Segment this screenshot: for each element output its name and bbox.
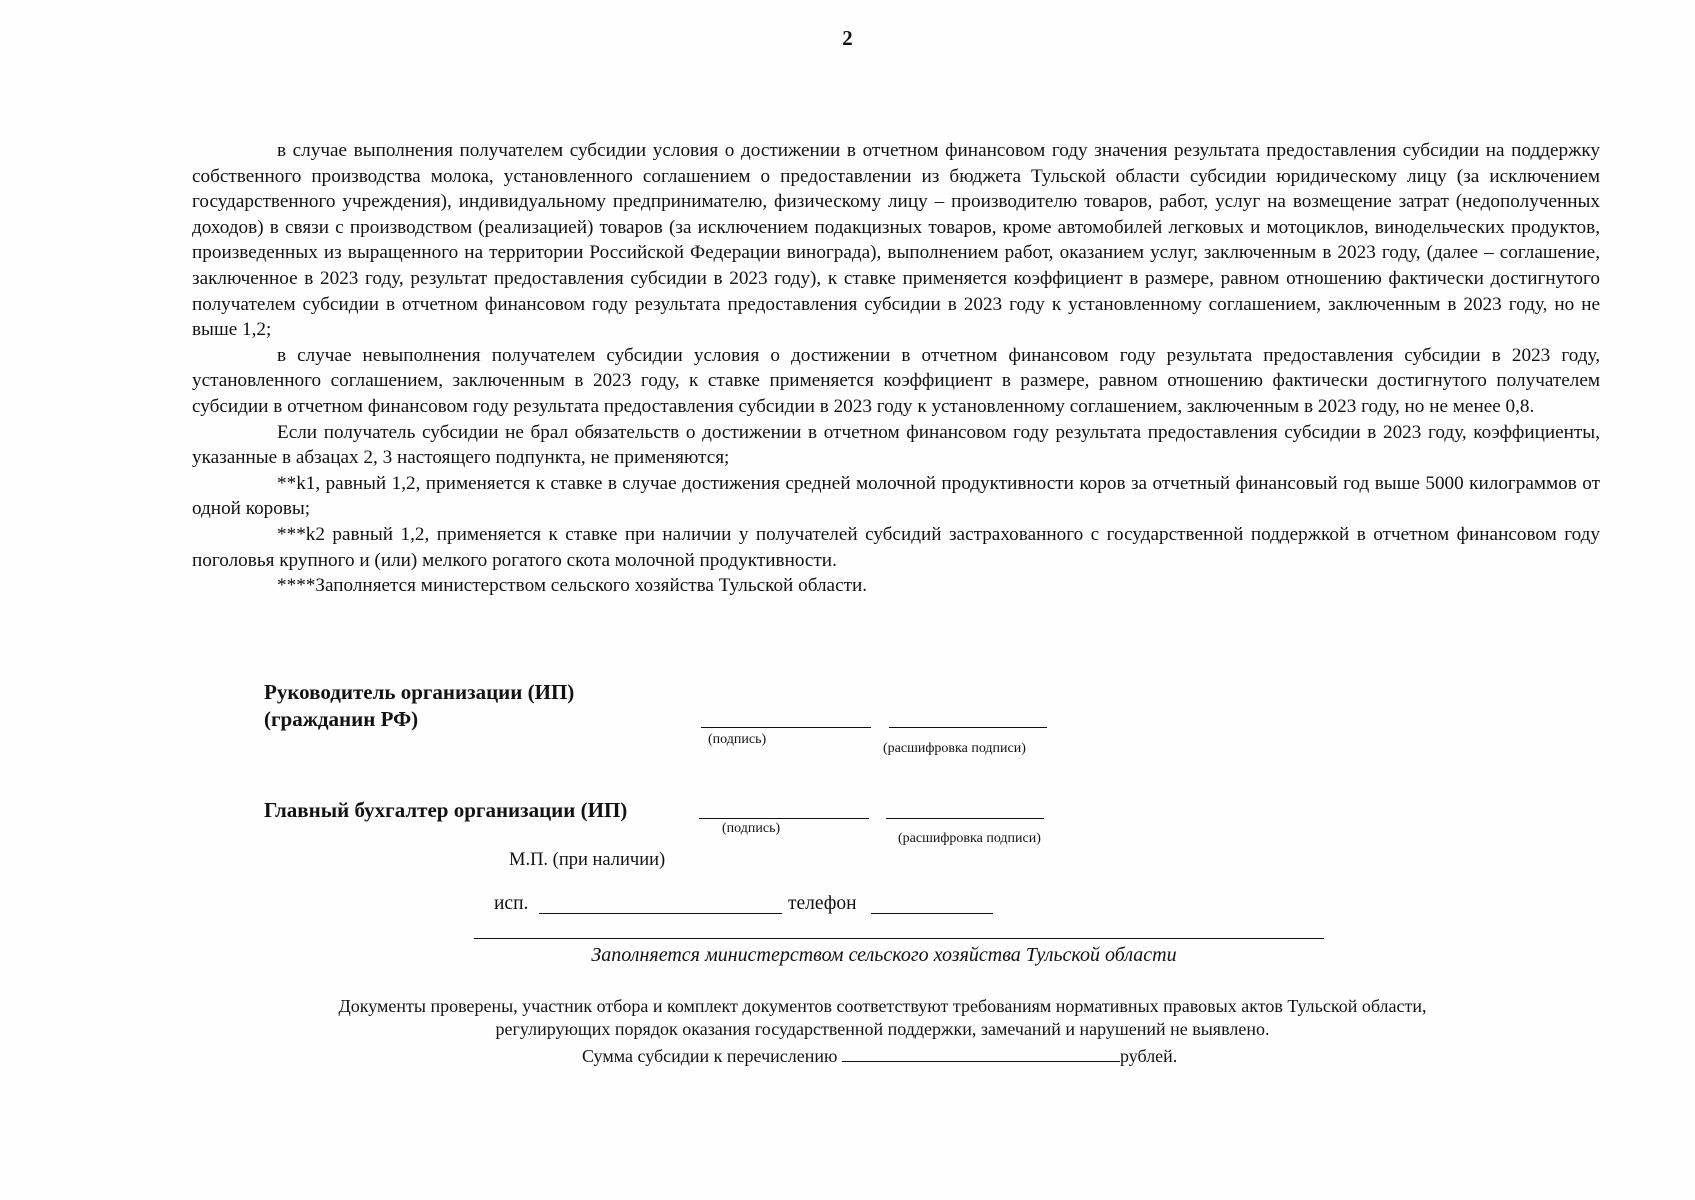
head-signature-line[interactable] [701,727,871,728]
page-number: 2 [842,26,853,50]
executor-label: исп. [494,893,529,914]
head-signature-caption: (подпись) [708,732,767,747]
head-signatory-line2: (гражданин РФ) [264,707,419,731]
ministry-section-title: Заполняется министерством сельского хозяйства Тульской области [591,944,1177,966]
footnote-ministry: ****Заполняется министерством сельского хозяйства Тульской области. [277,575,868,597]
subsidy-amount-field[interactable] [842,1043,1120,1062]
body-text [192,138,1600,599]
subsidy-amount-unit: рублей. [1119,1046,1178,1066]
phone-label: телефон [788,893,857,914]
head-decode-caption: (расшифровка подписи) [883,741,1026,756]
head-decode-line[interactable] [889,727,1047,728]
accountant-title: Главный бухгалтер организации (ИП) [264,798,628,822]
phone-field-line[interactable] [871,913,993,914]
paragraph-coefficient-fulfilled: в случае выполнения получателем субсидии условия о достижении в отчетном финансовом году значения результата предоставления субсидии на поддержку собственного производства молока, установленного соглашением о предоставлении из бюджета Тульской области субсидии юридическому лицу (за исключением государственного учреждения), индивидуальному предпринимателю, физическому лицу – производителю товаров, работ, услуг на возмещение затрат (недополученных доходов) в связи с производством (реализацией) товаров (за исключением подакцизных товаров, кроме автомобилей легковых и мотоциклов, винодельческих продуктов, произведенных из выращенного на территории Российской Федерации винограда), выполнением работ, оказанием услуг, заключенным в 2023 году, (далее – соглашение, заключенное в 2023 году, результат предоставления субсидии в 2023 году), к ставке применяется коэффициент в размере, равном отношению фактически достигнутого получателем субсидии в отчетном финансовом году результата предоставления субсидии в 2023 году к установленному соглашением, заключенным в 2023 году, но не выше 1,2; [192,140,1600,341]
accountant-signature-caption: (подпись) [722,821,781,836]
footnote-k2: ***k2 равный 1,2, применяется к ставке при наличии у получателей субсидий застрахованного с государственной поддержкой в отчетном финансовом году поголовья крупного и (или) мелкого рогатого скота молочной продуктивности. [192,523,1600,571]
executor-field-line[interactable] [539,913,782,914]
paragraph-coefficient-unfulfilled: в случае невыполнения получателем субсидии условия о достижении в отчетном финансовом году результата предоставления субсидии в 2023 году, установленного соглашением, заключенным в 2023 году, к ставке применяется коэффициент в размере, равном отношению фактически достигнутого получателем субсидии в отчетном финансовом году результата предоставления субсидии в 2023 году к установленному соглашением, заключенным в 2023 году, но не менее 0,8. [192,344,1600,417]
head-signatory-line1: Руководитель организации (ИП) [264,680,575,704]
stamp-label: М.П. (при наличии) [509,850,666,870]
verification-line-2: регулирующих порядок оказания государственной поддержки, замечаний и нарушений не выявлено. [495,1019,1270,1039]
section-separator [474,938,1324,939]
verification-line-1: Документы проверены, участник отбора и комплект документов соответствуют требованиям нормативных правовых актов Тульской области, [338,996,1427,1016]
footnote-k1: **k1, равный 1,2, применяется к ставке в случае достижения средней молочной продуктивности коров за отчетный финансовый год выше 5000 килограммов от одной коровы; [192,472,1600,520]
subsidy-amount-label: Сумма субсидии к перечислению [582,1046,838,1066]
accountant-decode-line[interactable] [886,818,1044,819]
accountant-signature-line[interactable] [699,818,869,819]
subsidy-amount-row [582,1043,1177,1067]
paragraph-no-obligation: Если получатель субсидии не брал обязательств о достижении в отчетном финансовом году результата предоставления субсидии в 2023 году, коэффициенты, указанные в абзацах 2, 3 настоящего подпункта, не применяются; [192,421,1600,469]
head-signatory-title [264,679,574,733]
accountant-decode-caption: (расшифровка подписи) [898,831,1041,846]
